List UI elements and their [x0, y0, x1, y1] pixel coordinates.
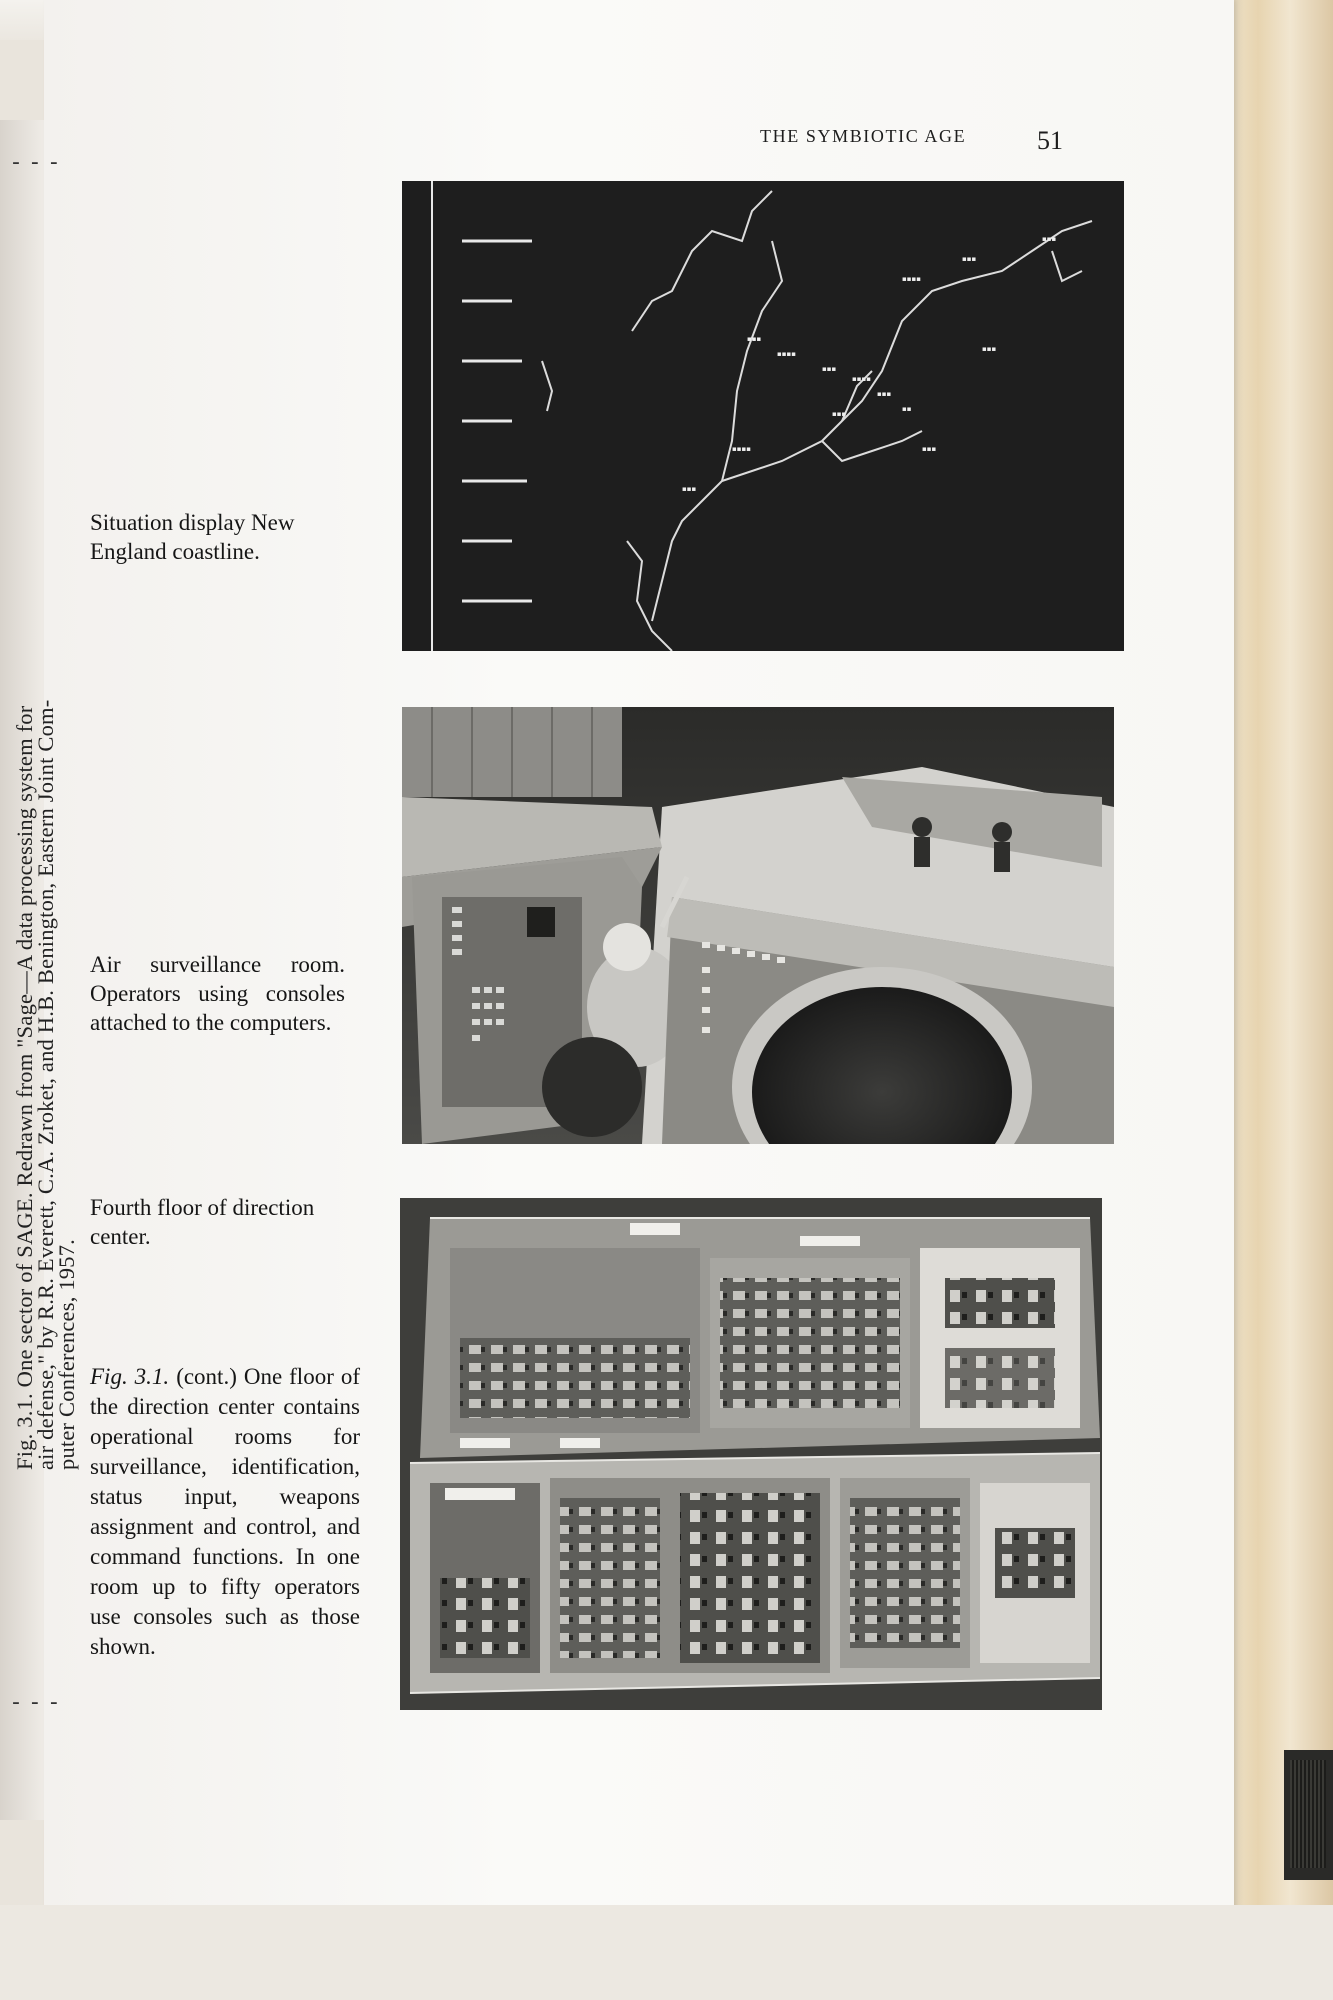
svg-text:▪▪▪▪: ▪▪▪▪ — [902, 275, 921, 283]
photo-air-surveillance-room — [402, 707, 1114, 1144]
fig-caption-text: (cont.) One floor of the direction center contains operational rooms for surveillance, identification, status input, weapons assignment and control, and command functions. In one room up to fifty operators use consoles such as those shown. — [90, 1364, 361, 1659]
svg-text:▪▪▪: ▪▪▪ — [822, 365, 837, 373]
svg-text:▪▪▪: ▪▪▪ — [982, 345, 997, 353]
svg-text:▪▪▪: ▪▪▪ — [922, 445, 937, 453]
side-caption-line-3: puter Conferences, 1957. — [54, 1239, 79, 1470]
svg-text:▪▪▪▪: ▪▪▪▪ — [732, 445, 751, 453]
svg-text:▪▪▪▪: ▪▪▪▪ — [777, 350, 796, 358]
svg-text:▪▪▪: ▪▪▪ — [877, 390, 892, 398]
svg-text:▪▪▪▪: ▪▪▪▪ — [852, 375, 871, 383]
caption-fig-3-1-cont — [90, 1362, 360, 1662]
svg-text:▪▪▪: ▪▪▪ — [832, 410, 847, 418]
map-display-graphic — [402, 181, 1124, 651]
svg-text:▪▪▪: ▪▪▪ — [682, 485, 697, 493]
svg-text:▪▪▪: ▪▪▪ — [747, 335, 762, 343]
cut-mark-top: - - - — [12, 150, 60, 175]
caption-air-surveillance-room: Air surveillance room. Operators using consoles attached to the computers. — [90, 952, 345, 1035]
caption-situation-display: Situation display New England coastline. — [90, 510, 295, 564]
caption-fourth-floor: Fourth floor of direction center. — [90, 1195, 315, 1249]
floor-model-graphic — [400, 1198, 1102, 1710]
background-bottom — [0, 1905, 1333, 2000]
side-caption-line-1: Fig. 3.1. One sector of SAGE. Redrawn from "Sage—A data processing system for — [12, 705, 37, 1470]
svg-text:▪▪▪: ▪▪▪ — [962, 255, 977, 263]
cut-mark-bottom: - - - — [12, 1690, 60, 1715]
svg-text:▪▪▪: ▪▪▪ — [1042, 235, 1057, 243]
page-number: 51 — [1037, 126, 1063, 155]
fig-label: Fig. 3.1. — [90, 1364, 170, 1389]
running-head: THE SYMBIOTIC AGE — [760, 126, 967, 146]
book-spine-band — [1284, 1750, 1333, 1880]
side-caption-line-2: air defense," by R.R. Everett, C.A. Zroket, and H.B. Benington, Eastern Joint Com- — [33, 699, 58, 1470]
svg-text:▪▪: ▪▪ — [902, 405, 912, 413]
photo-direction-center-floor-model — [400, 1198, 1102, 1710]
photo-situation-display-map — [402, 181, 1124, 651]
surveillance-room-graphic — [402, 707, 1114, 1144]
side-figure-caption — [14, 320, 77, 1470]
